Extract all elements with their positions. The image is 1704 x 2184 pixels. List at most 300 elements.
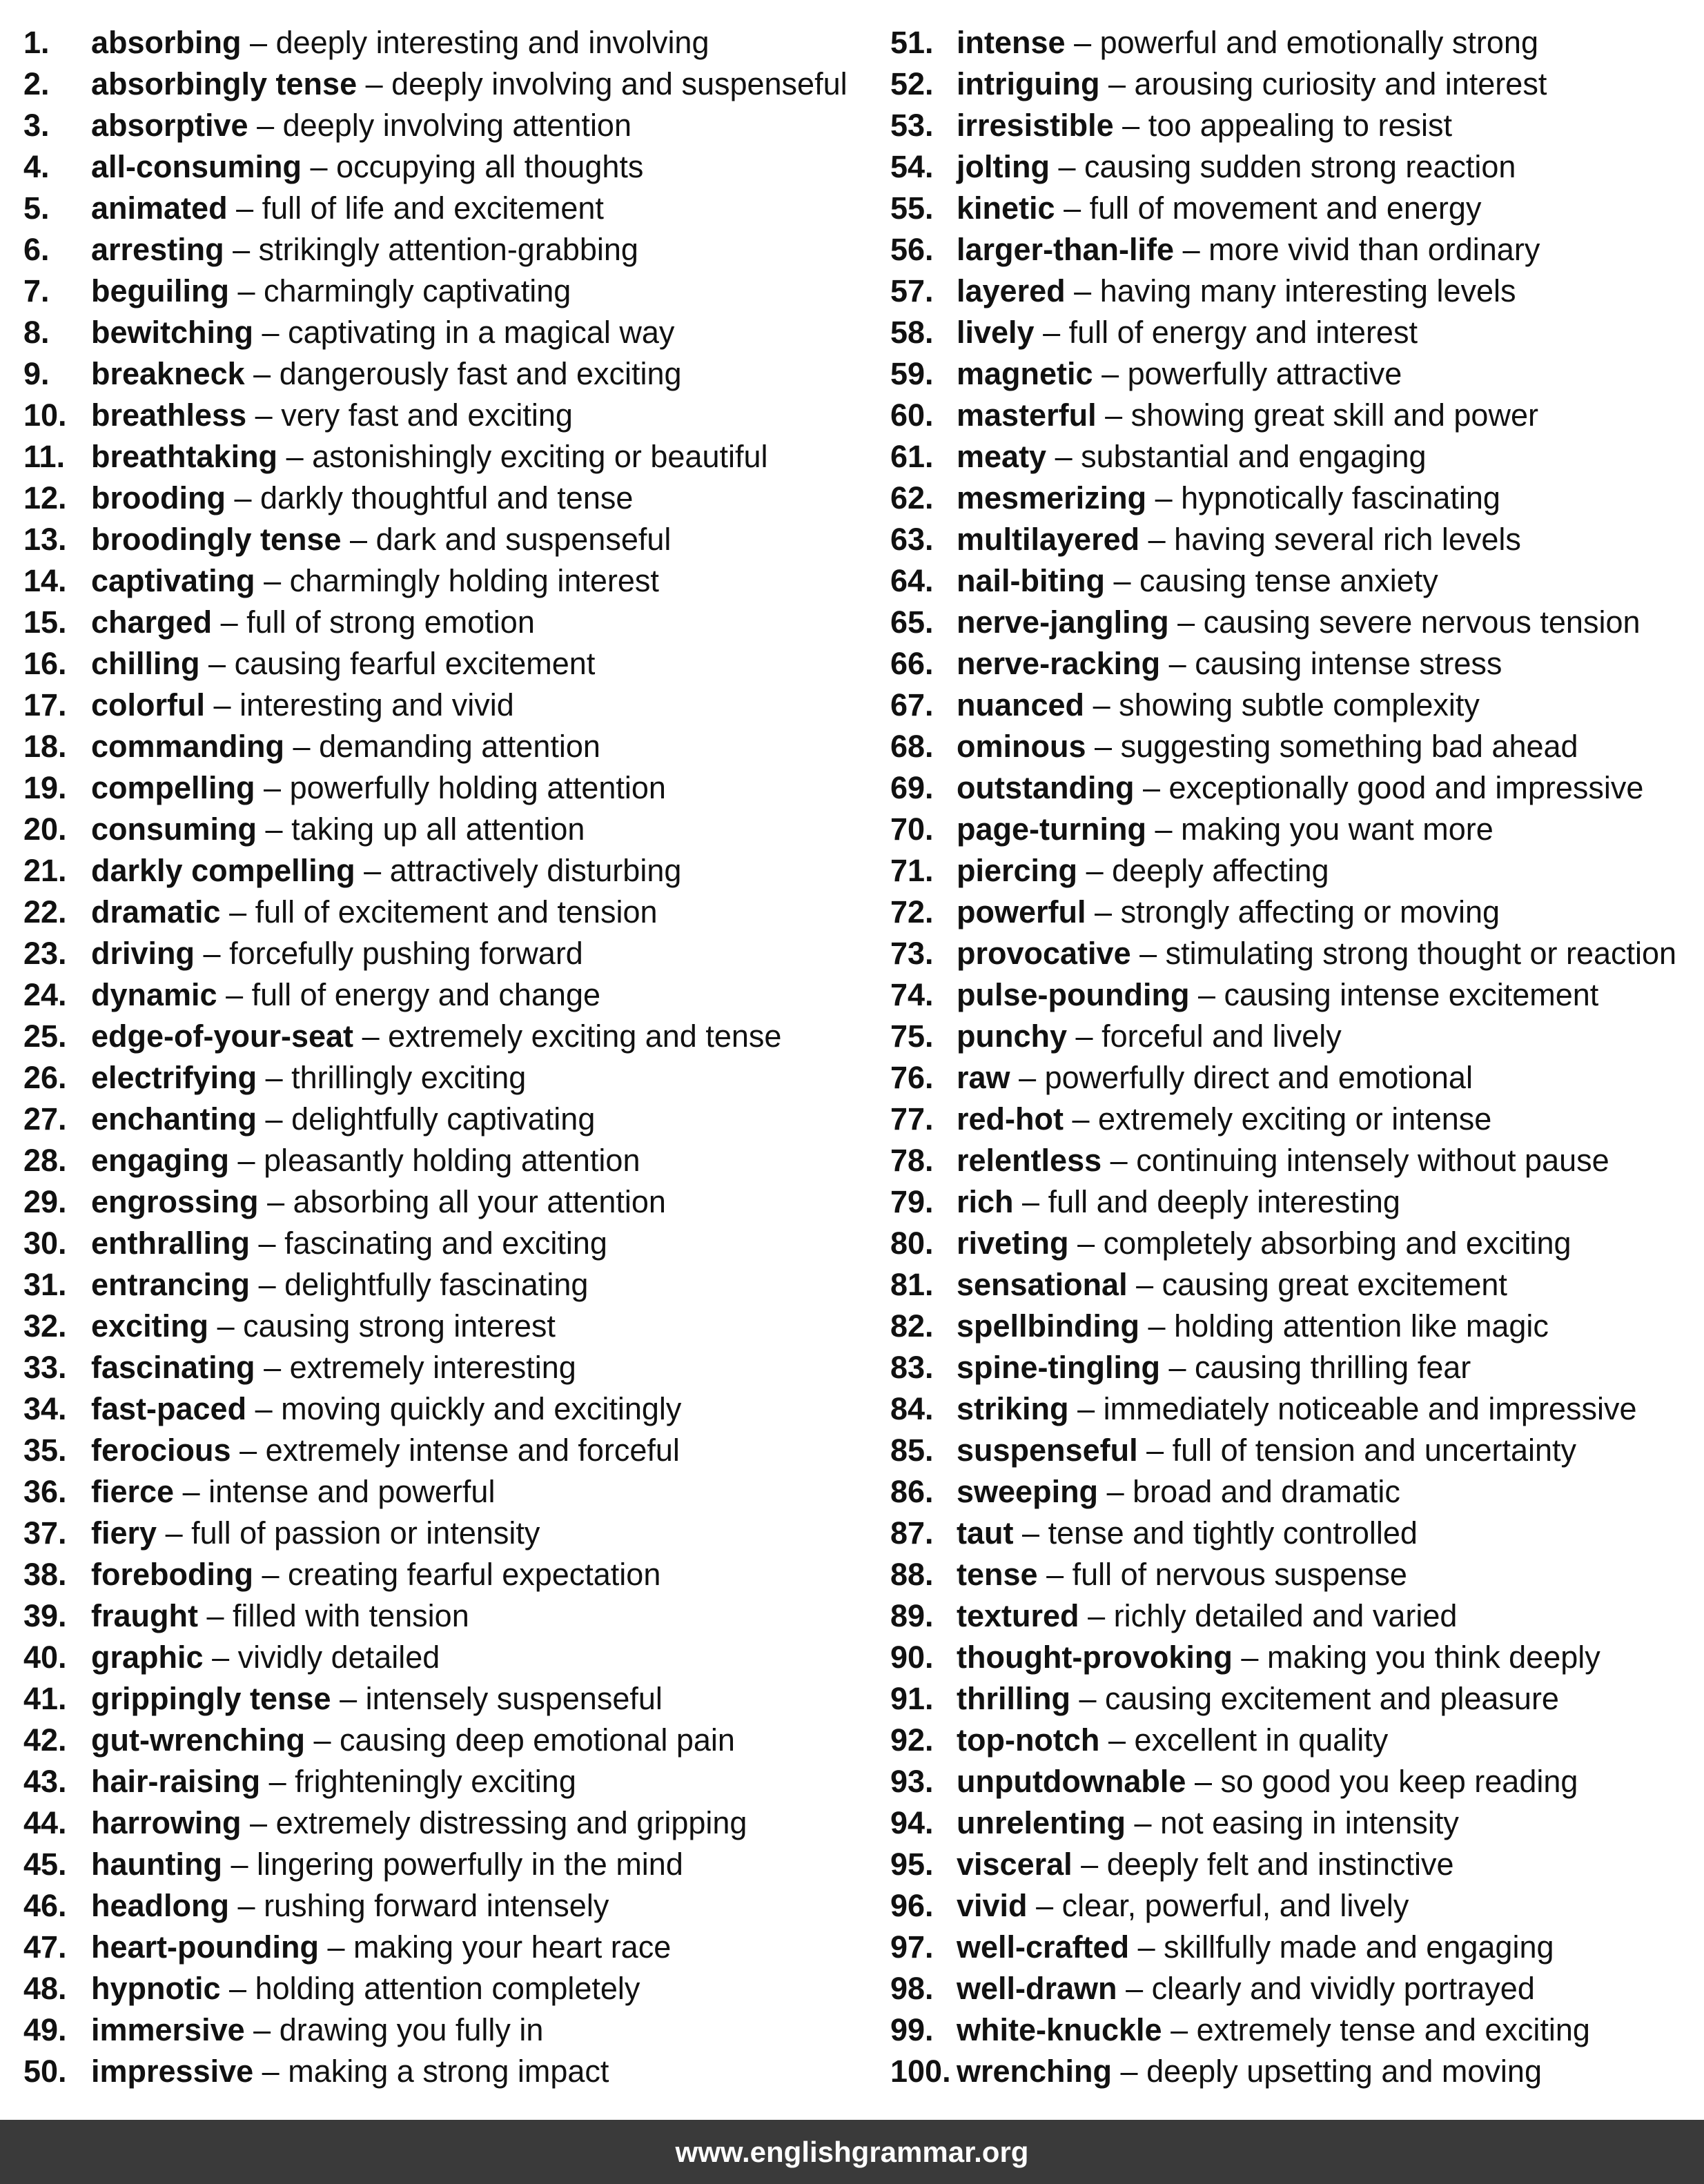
item-definition: absorbing all your attention xyxy=(293,1184,666,1219)
item-number: 51. xyxy=(890,25,934,60)
item-definition: full of energy and interest xyxy=(1068,315,1418,350)
item-number: 88. xyxy=(890,1557,934,1592)
item-number: 15. xyxy=(23,604,67,640)
item-separator: – xyxy=(1194,1764,1212,1799)
item-definition: making you want more xyxy=(1181,811,1494,847)
item-number: 52. xyxy=(890,66,934,101)
item-separator: – xyxy=(362,1019,380,1054)
item-definition: making you think deeply xyxy=(1266,1640,1600,1675)
item-term: masterful xyxy=(957,397,1097,433)
item-definition: hypnotically fascinating xyxy=(1181,480,1500,515)
item-number: 84. xyxy=(890,1391,934,1426)
item-number: 73. xyxy=(890,936,934,971)
item-number: 61. xyxy=(890,439,934,474)
list-item xyxy=(23,436,872,478)
list-item xyxy=(23,1885,872,1927)
item-number: 71. xyxy=(890,853,934,888)
item-term: enthralling xyxy=(91,1226,251,1261)
item-number: 47. xyxy=(23,1929,67,1965)
item-separator: – xyxy=(1086,853,1104,888)
item-number: 1. xyxy=(23,25,50,60)
item-term: breakneck xyxy=(91,356,245,391)
item-number: 91. xyxy=(890,1681,934,1716)
item-definition: excellent in quality xyxy=(1134,1722,1389,1758)
item-number: 31. xyxy=(23,1267,67,1302)
item-number: 83. xyxy=(890,1350,934,1385)
item-number: 34. xyxy=(23,1391,67,1426)
item-term: entrancing xyxy=(91,1267,251,1302)
item-definition: clearly and vividly portrayed xyxy=(1151,1971,1535,2006)
item-term: fraught xyxy=(91,1598,198,1633)
item-number: 98. xyxy=(890,1971,934,2006)
item-separator: – xyxy=(267,1184,285,1219)
item-number: 96. xyxy=(890,1888,934,1923)
item-term: rich xyxy=(957,1184,1014,1219)
item-term: striking xyxy=(957,1391,1069,1426)
item-separator: – xyxy=(1079,1681,1097,1716)
item-term: red-hot xyxy=(957,1101,1064,1137)
item-separator: – xyxy=(327,1929,345,1965)
item-definition: stimulating strong thought or reaction xyxy=(1165,936,1677,971)
item-number: 79. xyxy=(890,1184,934,1219)
item-term: driving xyxy=(91,936,195,971)
item-term: hypnotic xyxy=(91,1971,221,2006)
item-definition: more vivid than ordinary xyxy=(1208,232,1540,267)
item-term: chilling xyxy=(91,646,200,681)
list-item xyxy=(23,1637,872,1678)
item-term: textured xyxy=(957,1598,1079,1633)
item-separator: – xyxy=(1155,480,1173,515)
list-item xyxy=(23,63,872,105)
item-separator: – xyxy=(1095,894,1113,929)
item-separator: – xyxy=(265,1101,283,1137)
list-item xyxy=(890,1513,1701,1554)
item-term: lively xyxy=(957,315,1035,350)
item-term: exciting xyxy=(91,1308,209,1344)
item-term: nerve-jangling xyxy=(957,604,1169,640)
item-separator: – xyxy=(1113,563,1131,598)
item-number: 75. xyxy=(890,1019,934,1054)
list-item xyxy=(23,395,872,436)
item-number: 58. xyxy=(890,315,934,350)
list-item xyxy=(23,146,872,188)
item-term: engaging xyxy=(91,1143,229,1178)
item-definition: clear, powerful, and lively xyxy=(1061,1888,1409,1923)
list-item xyxy=(23,1223,872,1264)
item-separator: – xyxy=(217,1308,235,1344)
item-term: fiery xyxy=(91,1515,157,1551)
item-definition: strikingly attention-grabbing xyxy=(258,232,638,267)
list-item xyxy=(23,478,872,519)
item-definition: creating fearful expectation xyxy=(288,1557,661,1592)
list-item xyxy=(23,560,872,602)
item-separator: – xyxy=(1197,977,1215,1012)
item-term: page-turning xyxy=(957,811,1146,847)
item-definition: extremely exciting or intense xyxy=(1098,1101,1492,1137)
item-number: 54. xyxy=(890,149,934,184)
item-term: riveting xyxy=(957,1226,1069,1261)
item-term: grippingly tense xyxy=(91,1681,331,1716)
item-term: headlong xyxy=(91,1888,229,1923)
item-separator: – xyxy=(1077,1226,1095,1261)
item-separator: – xyxy=(236,190,254,226)
list-item xyxy=(890,1057,1701,1099)
item-number: 46. xyxy=(23,1888,67,1923)
item-number: 80. xyxy=(890,1226,934,1261)
item-separator: – xyxy=(1168,1350,1186,1385)
item-number: 74. xyxy=(890,977,934,1012)
item-term: magnetic xyxy=(957,356,1093,391)
item-number: 20. xyxy=(23,811,67,847)
item-term: pulse-pounding xyxy=(957,977,1190,1012)
item-definition: powerfully attractive xyxy=(1127,356,1402,391)
item-number: 67. xyxy=(890,687,934,722)
item-number: 66. xyxy=(890,646,934,681)
item-term: vivid xyxy=(957,1888,1028,1923)
item-definition: causing thrilling fear xyxy=(1195,1350,1471,1385)
item-definition: not easing in intensity xyxy=(1160,1805,1459,1840)
item-definition: full of life and excitement xyxy=(262,190,604,226)
item-number: 63. xyxy=(890,522,934,557)
item-definition: delightfully fascinating xyxy=(284,1267,589,1302)
item-separator: – xyxy=(258,1226,276,1261)
item-separator: – xyxy=(1155,811,1173,847)
item-number: 53. xyxy=(890,108,934,143)
item-definition: causing intense stress xyxy=(1195,646,1502,681)
item-number: 60. xyxy=(890,397,934,433)
list-item xyxy=(890,1595,1701,1637)
list-item xyxy=(890,478,1701,519)
item-definition: causing intense excitement xyxy=(1224,977,1599,1012)
list-item xyxy=(890,767,1701,809)
item-number: 43. xyxy=(23,1764,67,1799)
list-item xyxy=(23,22,872,63)
item-number: 3. xyxy=(23,108,50,143)
item-number: 69. xyxy=(890,770,934,805)
item-term: white-knuckle xyxy=(957,2012,1162,2047)
item-term: ominous xyxy=(957,729,1086,764)
item-definition: causing sudden strong reaction xyxy=(1084,149,1516,184)
item-separator: – xyxy=(1171,2012,1188,2047)
item-definition: deeply involving attention xyxy=(282,108,631,143)
list-item xyxy=(890,1471,1701,1513)
item-number: 4. xyxy=(23,149,50,184)
item-term: taut xyxy=(957,1515,1014,1551)
item-term: well-crafted xyxy=(957,1929,1130,1965)
item-separator: – xyxy=(229,894,247,929)
item-definition: extremely intense and forceful xyxy=(265,1433,680,1468)
item-separator: – xyxy=(1081,1847,1099,1882)
item-definition: broad and dramatic xyxy=(1133,1474,1400,1509)
item-number: 22. xyxy=(23,894,67,929)
item-term: electrifying xyxy=(91,1060,257,1095)
item-definition: causing tense anxiety xyxy=(1139,563,1438,598)
item-definition: powerful and emotionally strong xyxy=(1099,25,1538,60)
list-item xyxy=(890,270,1701,312)
item-number: 70. xyxy=(890,811,934,847)
list-item xyxy=(890,560,1701,602)
item-separator: – xyxy=(1126,1971,1144,2006)
item-term: kinetic xyxy=(957,190,1055,226)
website-url[interactable]: www.englishgrammar.org xyxy=(675,2136,1029,2168)
item-separator: – xyxy=(1055,439,1073,474)
list-item xyxy=(890,643,1701,685)
item-separator: – xyxy=(1022,1184,1040,1219)
item-number: 28. xyxy=(23,1143,67,1178)
item-separator: – xyxy=(1142,770,1161,805)
list-item xyxy=(890,1099,1701,1140)
item-separator: – xyxy=(165,1515,183,1551)
item-separator: – xyxy=(1108,66,1126,101)
item-definition: dark and suspenseful xyxy=(375,522,672,557)
item-number: 14. xyxy=(23,563,67,598)
item-definition: very fast and exciting xyxy=(281,397,573,433)
item-definition: pleasantly holding attention xyxy=(264,1143,640,1178)
item-number: 90. xyxy=(890,1640,934,1675)
item-number: 100. xyxy=(890,2054,951,2089)
item-definition: vividly detailed xyxy=(237,1640,440,1675)
item-term: colorful xyxy=(91,687,205,722)
item-definition: full and deeply interesting xyxy=(1048,1184,1400,1219)
item-number: 82. xyxy=(890,1308,934,1344)
item-term: darkly compelling xyxy=(91,853,355,888)
item-separator: – xyxy=(250,25,268,60)
item-term: piercing xyxy=(957,853,1078,888)
item-definition: interesting and vivid xyxy=(239,687,514,722)
item-term: foreboding xyxy=(91,1557,253,1592)
list-item xyxy=(890,602,1701,643)
right-column xyxy=(890,22,1701,2092)
item-separator: – xyxy=(264,770,282,805)
item-definition: powerfully holding attention xyxy=(289,770,666,805)
item-number: 94. xyxy=(890,1805,934,1840)
item-definition: moving quickly and excitingly xyxy=(281,1391,682,1426)
item-term: spine-tingling xyxy=(957,1350,1160,1385)
item-term: wrenching xyxy=(957,2054,1113,2089)
list-item xyxy=(890,2051,1701,2092)
left-column xyxy=(23,22,872,2092)
item-term: gut-wrenching xyxy=(91,1722,305,1758)
list-item xyxy=(890,974,1701,1016)
item-term: fascinating xyxy=(91,1350,255,1385)
item-number: 77. xyxy=(890,1101,934,1137)
item-definition: extremely exciting and tense xyxy=(388,1019,782,1054)
item-definition: forceful and lively xyxy=(1101,1019,1342,1054)
item-number: 42. xyxy=(23,1722,67,1758)
item-number: 59. xyxy=(890,356,934,391)
item-separator: – xyxy=(1148,1308,1166,1344)
list-item xyxy=(23,2009,872,2051)
item-number: 2. xyxy=(23,66,50,101)
item-term: breathtaking xyxy=(91,439,278,474)
item-definition: arousing curiosity and interest xyxy=(1134,66,1547,101)
item-separator: – xyxy=(206,1598,224,1633)
item-number: 48. xyxy=(23,1971,67,2006)
item-number: 25. xyxy=(23,1019,67,1054)
item-definition: showing great skill and power xyxy=(1130,397,1538,433)
item-definition: making your heart race xyxy=(353,1929,672,1965)
item-term: absorbingly tense xyxy=(91,66,358,101)
item-number: 97. xyxy=(890,1929,934,1965)
item-definition: filled with tension xyxy=(233,1598,469,1633)
item-number: 13. xyxy=(23,522,67,557)
list-item xyxy=(23,685,872,726)
item-separator: – xyxy=(1122,108,1140,143)
list-item xyxy=(890,1140,1701,1181)
list-item xyxy=(890,1844,1701,1885)
item-term: all-consuming xyxy=(91,149,302,184)
item-term: absorbing xyxy=(91,25,242,60)
item-separator: – xyxy=(1093,687,1110,722)
item-separator: – xyxy=(253,2012,271,2047)
item-definition: making a strong impact xyxy=(288,2054,609,2089)
item-term: engrossing xyxy=(91,1184,259,1219)
list-item xyxy=(890,685,1701,726)
item-number: 11. xyxy=(23,439,66,474)
item-definition: demanding attention xyxy=(319,729,600,764)
item-separator: – xyxy=(1241,1640,1259,1675)
item-definition: deeply involving and suspenseful xyxy=(391,66,848,101)
item-number: 55. xyxy=(890,190,934,226)
item-definition: deeply affecting xyxy=(1112,853,1329,888)
list-item xyxy=(23,519,872,560)
item-term: beguiling xyxy=(91,273,229,308)
item-number: 62. xyxy=(890,480,934,515)
item-number: 27. xyxy=(23,1101,67,1137)
item-definition: extremely tense and exciting xyxy=(1196,2012,1590,2047)
item-separator: – xyxy=(264,563,282,598)
item-number: 45. xyxy=(23,1847,67,1882)
item-number: 32. xyxy=(23,1308,67,1344)
list-item xyxy=(23,270,872,312)
item-term: unrelenting xyxy=(957,1805,1126,1840)
item-definition: too appealing to resist xyxy=(1148,108,1452,143)
item-number: 78. xyxy=(890,1143,934,1178)
item-separator: – xyxy=(1146,1433,1164,1468)
item-separator: – xyxy=(226,977,244,1012)
item-definition: full of passion or intensity xyxy=(191,1515,540,1551)
list-item xyxy=(890,1885,1701,1927)
item-separator: – xyxy=(1043,315,1061,350)
item-definition: deeply interesting and involving xyxy=(275,25,709,60)
item-separator: – xyxy=(208,646,226,681)
item-definition: taking up all attention xyxy=(291,811,585,847)
list-item xyxy=(23,1471,872,1513)
item-separator: – xyxy=(1106,1474,1124,1509)
list-item xyxy=(23,1968,872,2009)
list-item xyxy=(23,105,872,146)
item-separator: – xyxy=(1137,1929,1155,1965)
item-separator: – xyxy=(237,273,255,308)
item-separator: – xyxy=(1022,1515,1040,1551)
item-separator: – xyxy=(1105,397,1123,433)
item-number: 40. xyxy=(23,1640,67,1675)
item-definition: charmingly holding interest xyxy=(289,563,659,598)
item-term: commanding xyxy=(91,729,285,764)
item-definition: full of strong emotion xyxy=(246,604,535,640)
item-definition: fascinating and exciting xyxy=(284,1226,607,1261)
list-item xyxy=(23,1264,872,1306)
item-separator: – xyxy=(239,1433,257,1468)
list-item xyxy=(890,1678,1701,1720)
item-term: punchy xyxy=(957,1019,1068,1054)
item-separator: – xyxy=(1075,1019,1093,1054)
list-item xyxy=(890,1306,1701,1347)
item-separator: – xyxy=(1110,1143,1128,1178)
item-term: hair-raising xyxy=(91,1764,261,1799)
item-separator: – xyxy=(229,1971,247,2006)
list-item xyxy=(23,1099,872,1140)
list-item xyxy=(890,1554,1701,1595)
item-definition: causing fearful excitement xyxy=(234,646,596,681)
list-item xyxy=(890,312,1701,353)
item-term: brooding xyxy=(91,480,226,515)
item-definition: exceptionally good and impressive xyxy=(1168,770,1644,805)
item-term: enchanting xyxy=(91,1101,257,1137)
item-separator: – xyxy=(310,149,328,184)
item-definition: holding attention completely xyxy=(255,1971,640,2006)
item-separator: – xyxy=(1120,2054,1138,2089)
item-number: 76. xyxy=(890,1060,934,1095)
item-definition: thrillingly exciting xyxy=(291,1060,527,1095)
list-item xyxy=(23,1554,872,1595)
item-term: thrilling xyxy=(957,1681,1070,1716)
item-term: breathless xyxy=(91,397,247,433)
item-term: edge-of-your-seat xyxy=(91,1019,354,1054)
item-number: 93. xyxy=(890,1764,934,1799)
item-number: 37. xyxy=(23,1515,67,1551)
item-separator: – xyxy=(203,936,221,971)
item-number: 10. xyxy=(23,397,67,433)
item-number: 23. xyxy=(23,936,67,971)
item-definition: continuing intensely without pause xyxy=(1136,1143,1609,1178)
list-item xyxy=(23,1595,872,1637)
list-item xyxy=(23,1181,872,1223)
list-item xyxy=(23,1513,872,1554)
list-item xyxy=(23,1927,872,1968)
list-item xyxy=(23,229,872,270)
item-number: 18. xyxy=(23,729,67,764)
item-definition: skillfully made and engaging xyxy=(1164,1929,1554,1965)
list-item xyxy=(890,395,1701,436)
item-term: sensational xyxy=(957,1267,1128,1302)
item-term: bewitching xyxy=(91,315,253,350)
item-separator: – xyxy=(1101,356,1119,391)
item-term: top-notch xyxy=(957,1722,1100,1758)
item-term: captivating xyxy=(91,563,255,598)
item-definition: richly detailed and varied xyxy=(1113,1598,1458,1633)
item-term: powerful xyxy=(957,894,1086,929)
item-definition: strongly affecting or moving xyxy=(1120,894,1500,929)
list-item xyxy=(890,726,1701,767)
item-separator: – xyxy=(1148,522,1166,557)
list-item xyxy=(23,1016,872,1057)
item-definition: intense and powerful xyxy=(208,1474,496,1509)
list-item xyxy=(890,1968,1701,2009)
item-definition: full of movement and energy xyxy=(1089,190,1482,226)
item-separator: – xyxy=(255,1391,273,1426)
item-definition: charmingly captivating xyxy=(264,273,571,308)
item-number: 89. xyxy=(890,1598,934,1633)
item-number: 16. xyxy=(23,646,67,681)
item-separator: – xyxy=(1046,1557,1064,1592)
item-separator: – xyxy=(1139,936,1157,971)
item-number: 9. xyxy=(23,356,50,391)
item-separator: – xyxy=(265,811,283,847)
list-item xyxy=(23,1140,872,1181)
item-number: 92. xyxy=(890,1722,934,1758)
list-item xyxy=(23,1430,872,1471)
